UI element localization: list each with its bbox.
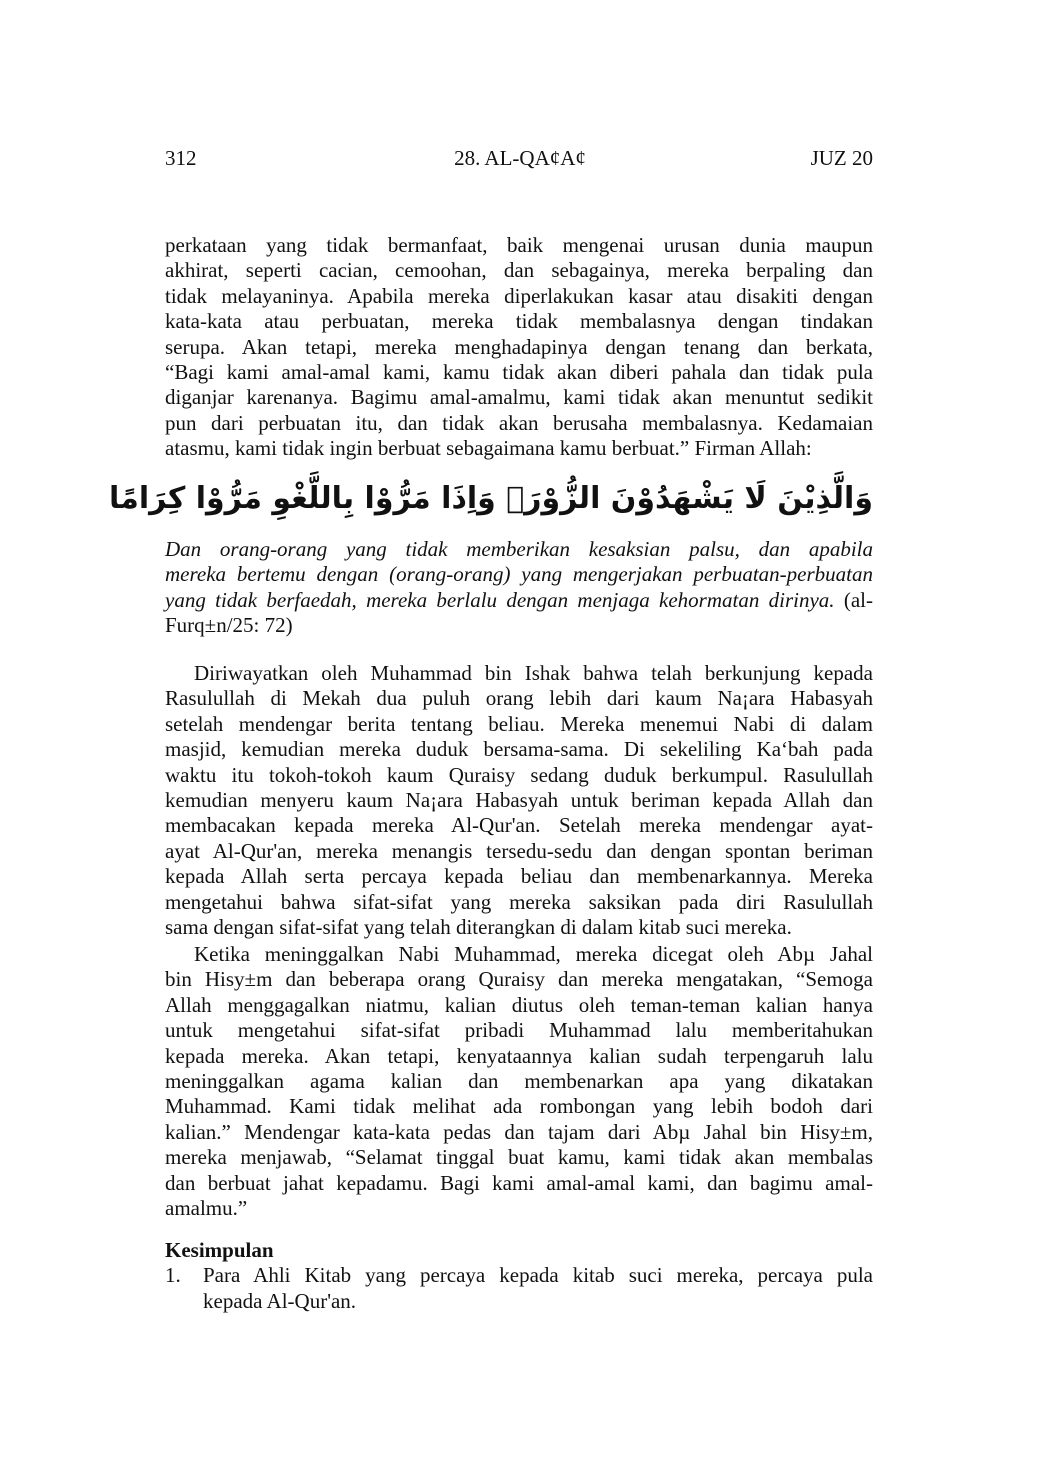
text-line: diganjar karenanya. Bagimu amal-amalmu, kami tidak akan menuntut sedikit xyxy=(165,385,873,410)
verse-reference: Furq±n/25: 72) xyxy=(165,613,293,638)
text-line: akhirat, seperti cacian, cemoohan, dan sebagainya, mereka berpaling dan xyxy=(165,258,873,283)
paragraph-2 xyxy=(165,661,873,940)
arabic-verse: وَالَّذِيْنَ لَا يَشْهَدُوْنَ الزُّوْرَۙ وَاِذَا مَرُّوْا بِاللَّغْوِ مَرُّوْا كِرَامًا xyxy=(109,481,873,516)
text-line: kalian.” Mendengar kata-kata pedas dan tajam dari Abµ Jahal bin Hisy±m, xyxy=(165,1119,873,1144)
verse-reference: (al- xyxy=(834,587,873,612)
translation-line: Dan orang-orang yang tidak memberikan kesaksian palsu, dan apabila xyxy=(165,537,873,561)
text-line: mereka menjawab, “Selamat tinggal buat kamu, kami tidak akan membalas xyxy=(165,1145,873,1170)
text-line: Diriwayatkan oleh Muhammad bin Ishak bahwa telah berkunjung kepada xyxy=(194,661,873,685)
text-line: untuk mengetahui sifat-sifat pribadi Muhammad lalu memberitahukan xyxy=(165,1018,873,1043)
running-header xyxy=(165,146,873,172)
text-line: kemudian menyeru kaum Na¡ara Habasyah untuk beriman kepada Allah dan xyxy=(165,787,873,812)
list-number: 1. xyxy=(165,1263,181,1288)
text-line: Allah menggagalkan niatmu, kalian diutus oleh teman-teman kalian hanya xyxy=(165,992,873,1017)
conclusion-heading: Kesimpulan xyxy=(165,1238,274,1262)
text-line: amalmu.” xyxy=(165,1195,248,1220)
page-number: 312 xyxy=(165,146,197,170)
text-line: kepada mereka. Akan tetapi, kenyataannya kalian sudah terpengaruh lalu xyxy=(165,1043,873,1068)
text-line: meninggalkan agama kalian dan membenarkan apa yang dikatakan xyxy=(165,1068,873,1093)
text-line: bin Hisy±m dan beberapa orang Quraisy dan mereka mengatakan, “Semoga xyxy=(165,967,873,992)
text-line: tidak melayaninya. Apabila mereka diperlakukan kasar atau disakiti dengan xyxy=(165,283,873,308)
chapter-title: 28. AL-QA¢A¢ xyxy=(454,146,586,170)
text-line: dan berbuat jahat kepadamu. Bagi kami amal-amal kami, dan bagimu amal- xyxy=(165,1170,873,1195)
text-line: serupa. Akan tetapi, mereka menghadapinya dengan tenang dan berkata, xyxy=(165,334,873,359)
text-line: masjid, kemudian mereka duduk bersama-sama. Di sekeliling Ka‘bah pada xyxy=(165,737,873,762)
text-line: “Bagi kami amal-amal kami, kamu tidak akan diberi pahala dan tidak pula xyxy=(165,359,873,384)
text-line: Muhammad. Kami tidak melihat ada rombongan yang lebih bodoh dari xyxy=(165,1094,873,1119)
paragraph-1 xyxy=(165,233,873,462)
text-line: mengetahui bahwa sifat-sifat yang mereka saksikan pada diri Rasulullah xyxy=(165,889,873,914)
translation-line: mereka bertemu dengan (orang-orang) yang mengerjakan perbuatan-perbuatan xyxy=(165,562,873,587)
text-line: waktu itu tokoh-tokoh kaum Quraisy sedang duduk berkumpul. Rasulullah xyxy=(165,762,873,787)
conclusion-section xyxy=(165,1238,873,1314)
text-line: membacakan kepada mereka Al-Qur'an. Setelah mereka mendengar ayat- xyxy=(165,813,873,838)
paragraph-3 xyxy=(165,942,873,1221)
text-line: atasmu, kami tidak ingin berbuat sebagaimana kamu berbuat.” Firman Allah: xyxy=(165,436,812,461)
list-line: Para Ahli Kitab yang percaya kepada kitab suci mereka, percaya pula xyxy=(203,1263,873,1288)
text-line: sama dengan sifat-sifat yang telah diterangkan di dalam kitab suci mereka. xyxy=(165,914,792,939)
list-item xyxy=(165,1263,873,1314)
text-line: pun dari perbuatan itu, dan tidak akan berusaha membalasnya. Kedamaian xyxy=(165,410,873,435)
text-line: Ketika meninggalkan Nabi Muhammad, mereka dicegat oleh Abµ Jahal xyxy=(194,942,873,966)
text-line: Rasulullah di Mekah dua puluh orang lebih dari kaum Na¡ara Habasyah xyxy=(165,686,873,711)
translation-text: yang tidak berfaedah, mereka berlalu dengan menjaga kehormatan dirinya. xyxy=(165,587,835,612)
text-line: ayat Al-Qur'an, mereka menangis tersedu-sedu dan dengan spontan beriman xyxy=(165,838,873,863)
list-line: kepada Al-Qur'an. xyxy=(203,1288,357,1313)
text-line: perkataan yang tidak bermanfaat, baik mengenai urusan dunia maupun xyxy=(165,233,873,257)
text-line: kata-kata atau perbuatan, mereka tidak membalasnya dengan tindakan xyxy=(165,309,873,334)
text-line: kepada Allah serta percaya kepada beliau dan membenarkannya. Mereka xyxy=(165,864,873,889)
text-line: setelah mendengar berita tentang beliau. Mereka menemui Nabi di dalam xyxy=(165,711,873,736)
verse-translation xyxy=(165,537,873,639)
translation-line xyxy=(165,588,873,613)
juz-label: JUZ 20 xyxy=(810,146,873,170)
